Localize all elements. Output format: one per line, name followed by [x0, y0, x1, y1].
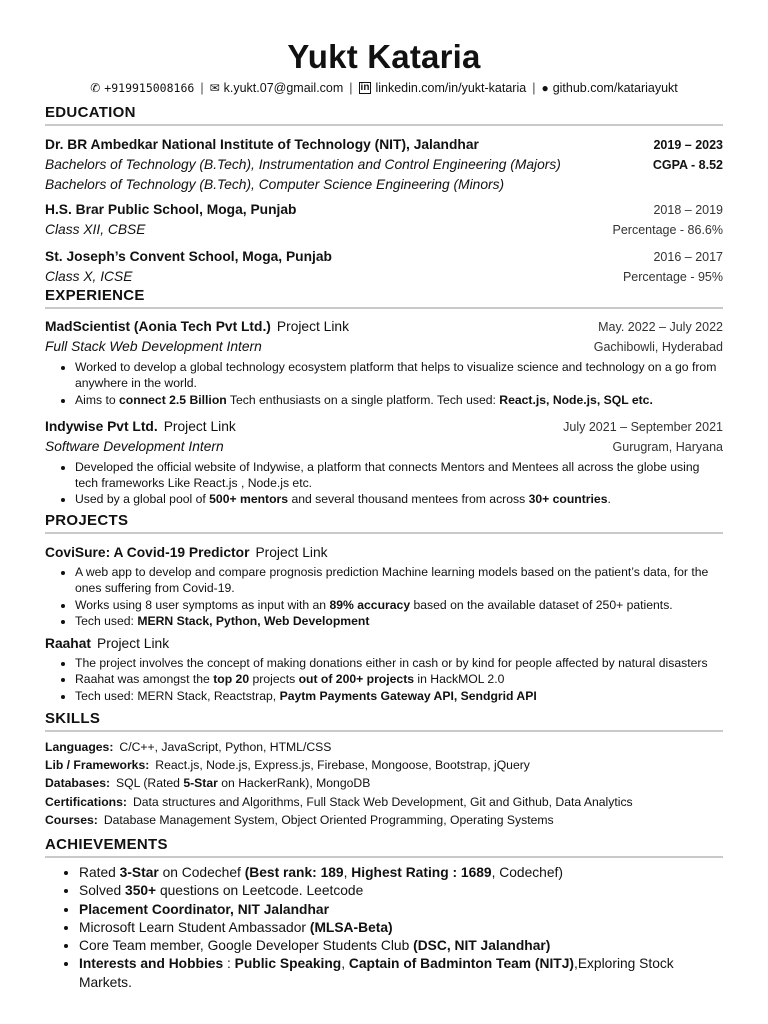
skill-row: Lib / Frameworks: React.js, Node.js, Express.js, Firebase, Mongoose, Bootstrap, jQuery [45, 758, 530, 773]
bullet: • The project involves the concept of making donations either in cash or by kind for people affected by natural disasters [75, 655, 723, 671]
bullet: • Worked to develop a global technology ecosystem platform that helps to visualize science and technology on a go from anywhere in the world. [75, 359, 723, 392]
education-entry [45, 135, 723, 194]
achievement-list [45, 864, 723, 992]
job-date: July 2021 – September 2021 [563, 419, 723, 434]
project-entry [45, 634, 723, 704]
project-name: Raahat [45, 636, 92, 652]
skill-row: Languages: C/C++, JavaScript, Python, HTML/CSS [45, 740, 332, 754]
section-title: EXPERIENCE [45, 287, 723, 309]
job-entry [45, 317, 723, 408]
section-title: ACHIEVEMENTS [45, 836, 723, 858]
projects-section [45, 512, 723, 704]
bullet: • Used by a global pool of 500+ mentors and several thousand mentees from across 30+ countries. [75, 491, 723, 507]
school-name: Dr. BR Ambedkar National Institute of Technology (NIT), Jalandhar [45, 137, 479, 152]
skill-row: Certifications: Data structures and Algorithms, Full Stack Web Development, Git and Github, Data Analytics [45, 794, 633, 809]
achievement-item: • Solved 350+ questions on Leetcode. Leetcode [79, 882, 723, 900]
edu-score: CGPA - 8.52 [652, 158, 723, 172]
bullet: • A web app to develop and compare prognosis prediction Machine learning models based on the patient’s data, for the ones suffering from Covid-19. [75, 564, 723, 597]
project-link[interactable]: Project Link [276, 319, 349, 334]
skills-list [45, 738, 723, 829]
achievements-section [45, 836, 723, 992]
job-location: Gurugram, Haryana [612, 439, 723, 454]
edu-date: 2016 – 2017 [653, 250, 723, 264]
section-title: EDUCATION [45, 104, 723, 126]
email-link[interactable]: k.yukt.07@gmail.com [223, 81, 344, 95]
hackerrank-link[interactable]: HackerRank [238, 776, 306, 791]
leetcode-link[interactable]: Leetcode [306, 883, 364, 899]
phone-icon: ✆ [90, 81, 101, 95]
job-role: Full Stack Web Development Intern [45, 339, 262, 354]
project-link[interactable]: Project Link [97, 636, 170, 652]
school-name: St. Joseph’s Convent School, Moga, Punjab [45, 249, 332, 264]
candidate-name: Yukt Kataria [287, 38, 481, 75]
school-name: H.S. Brar Public School, Moga, Punjab [45, 202, 297, 217]
achievement-item: • Rated 3-Star on Codechef (Best rank: 189, Highest Rating : 1689, Codechef) [79, 864, 723, 882]
job-role: Software Development Intern [45, 438, 224, 454]
edu-date: 2019 – 2023 [653, 138, 723, 152]
degree: Bachelors of Technology (B.Tech), Computer Science Engineering (Minors) [45, 177, 505, 192]
job-location: Gachibowli, Hyderabad [593, 340, 723, 354]
project-bullets [45, 564, 723, 629]
edu-date: 2018 – 2019 [653, 203, 723, 217]
linkedin-link[interactable]: linkedin.com/in/yukt-kataria [375, 81, 527, 95]
job-bullets [45, 359, 723, 408]
skill-row: Databases: SQL (Rated 5-Star on HackerRank), MongoDB [45, 776, 371, 791]
job-entry [45, 417, 723, 508]
achievement-item: • Microsoft Learn Student Ambassador (MLSA-Beta) [79, 919, 723, 937]
achievement-item: • Placement Coordinator, NIT Jalandhar [79, 901, 723, 919]
company-name: MadScientist (Aonia Tech Pvt Ltd.) [45, 319, 271, 334]
project-name: CoviSure: A Covid-19 Predictor [45, 545, 250, 560]
achievement-item: • Core Team member, Google Developer Students Club (DSC, NIT Jalandhar) [79, 937, 723, 955]
separator: | [200, 81, 204, 95]
project-bullets [45, 655, 723, 704]
section-title: PROJECTS [45, 512, 723, 534]
project-link[interactable]: Project Link [163, 418, 236, 434]
skills-section [45, 710, 723, 829]
contact-bar [0, 79, 768, 97]
linkedin-icon: in [360, 82, 370, 93]
section-title: SKILLS [45, 710, 723, 732]
codechef-link[interactable]: Codechef [499, 865, 559, 880]
edu-score: Percentage - 86.6% [612, 223, 723, 237]
bullet: • Raahat was amongst the top 20 projects out of 200+ projects in HackMOL 2.0 [75, 671, 723, 687]
education-section [45, 104, 723, 287]
degree: Class X, ICSE [45, 269, 133, 284]
bullet: • Tech used: MERN Stack, Python, Web Development [75, 613, 723, 629]
github-icon: ● [541, 81, 549, 95]
degree: Bachelors of Technology (B.Tech), Instrumentation and Control Engineering (Majors) [45, 157, 561, 172]
skill-row: Courses: Database Management System, Object Oriented Programming, Operating Systems [45, 812, 554, 827]
education-entry [45, 200, 723, 240]
bullet: • Aims to connect 2.5 Billion Tech enthusiasts on a single platform. Tech used: React.js, Node.js, SQL etc. [75, 392, 723, 408]
job-bullets [45, 459, 723, 508]
github-link[interactable]: github.com/katariayukt [552, 81, 678, 95]
email-icon: ✉ [209, 81, 220, 95]
job-date: May. 2022 – July 2022 [598, 320, 723, 334]
bullet: • Developed the official website of Indywise, a platform that connects Mentors and Mentees all across the globe using tech frameworks Like React.js , Node.js etc. [75, 459, 723, 492]
bullet: • Works using 8 user symptoms as input with an 89% accuracy based on the available dataset of 250+ patients. [75, 597, 723, 613]
bullet: • Tech used: MERN Stack, Reactstrap, Paytm Payments Gateway API, Sendgrid API [75, 688, 723, 704]
separator: | [349, 81, 353, 95]
edu-score: Percentage - 95% [622, 270, 723, 284]
separator: | [532, 81, 536, 95]
project-link[interactable]: Project Link [255, 545, 328, 560]
degree: Class XII, CBSE [45, 222, 146, 237]
company-name: Indywise Pvt Ltd. [45, 418, 158, 434]
education-entry [45, 247, 723, 287]
achievement-item: • Interests and Hobbies : Public Speaking, Captain of Badminton Team (NITJ),Exploring Stock Markets. [79, 955, 723, 992]
experience-section [45, 287, 723, 508]
phone-number[interactable]: +919915008166 [104, 81, 195, 95]
project-entry [45, 543, 723, 629]
